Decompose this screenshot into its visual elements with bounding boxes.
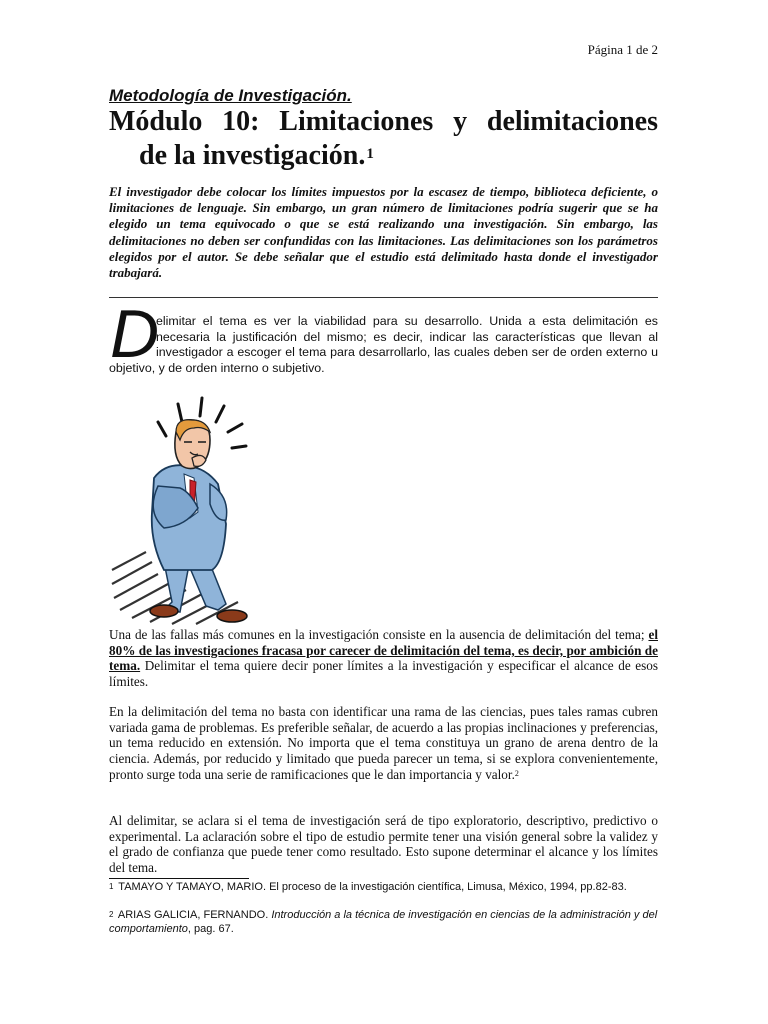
section-divider xyxy=(109,297,658,298)
footnote-book-title: Introducción a la técnica de investigación en ciencias de la administración y del comportamiento xyxy=(109,909,658,935)
footnote-ref-1[interactable]: 1 xyxy=(366,146,374,162)
abstract: El investigador debe colocar los límites impuestos por la escasez de tiempo, biblioteca deficiente, o limitaciones de lenguaje. Sin embargo, un gran número de limitaciones podría sugerir que se ha elegido un tema equivocado o que se está realizando una investigación. Sin embargo, las delimitaciones no deben ser confundidas con las limitaciones. Las delimitaciones son los parámetros elegidos por el autor. Se debe señalar que el estudio está delimitado hasta donde el investigador trabajará. xyxy=(109,184,658,281)
footnote-tail: , pag. 67. xyxy=(187,922,234,935)
module-title-line-2 xyxy=(109,139,658,173)
footnote-2 xyxy=(109,909,658,937)
intro-text: elimitar el tema es ver la viabilidad para su desarrollo. Unida a esta delimitación es necesaria la justificación del mismo; es decir, indicar las características que llevan al investigador a escoger el tema para desarrollarlo, las cuales deben ser de orden externo u objetivo, y de orden interno o subjetivo. xyxy=(109,314,658,375)
title-word: Limitaciones xyxy=(279,106,434,137)
module-title-line-1 xyxy=(109,105,658,139)
footnote-number: 1 xyxy=(109,882,114,891)
drop-cap: D xyxy=(110,296,160,372)
footnote-ref-2[interactable]: 2 xyxy=(514,768,519,778)
title-word: y xyxy=(453,106,468,137)
paragraph-text: Delimitar el tema quiere decir poner límites a la investigación y especificar el alcance de esos límites. xyxy=(109,658,658,690)
paragraph-science-branch xyxy=(109,704,658,783)
page-number: Página 1 de 2 xyxy=(587,42,658,57)
intro-paragraph xyxy=(109,314,658,376)
paragraph-study-type: Al delimitar, se aclara si el tema de investigación será de tipo exploratorio, descriptivo, predictivo o experimental. La aclaración sobre el tipo de estudio permite tener una visión general sobre la validez y el grado de confianza que puede tener como resultado. Esto supone determinar el alcance y los límites del tema. xyxy=(109,813,658,876)
pensive-businessman-icon xyxy=(106,392,256,626)
title-text: de la investigación. xyxy=(139,140,366,171)
footnote-separator xyxy=(109,878,249,879)
footnote-1 xyxy=(109,881,658,895)
module-title xyxy=(109,105,658,173)
pensive-businessman-illustration xyxy=(106,392,256,626)
title-word: 10: xyxy=(222,106,260,137)
title-word: Módulo xyxy=(109,106,203,137)
drop-cap-spacer xyxy=(109,314,156,360)
title-word: delimitaciones xyxy=(486,106,658,137)
course-title: Metodología de Investigación. xyxy=(109,86,352,105)
paragraph-text: Una de las fallas más comunes en la investigación consiste en la ausencia de delimitación del tema; xyxy=(109,627,649,642)
paragraph-text: En la delimitación del tema no basta con identificar una rama de las ciencias, pues tales ramas cubren variada gama de problemas. Es preferible señalar, de acuerdo a las propias inclinaciones y preferencias, un tema reducido en extensión. No importa que el tema constituya un grano de arena dentro de la ciencia. Además, por reducido y limitado que pueda parecer un tema, si se explora convenientemente, pronto surge toda una serie de ramificaciones que le dan importancia y valor. xyxy=(109,704,658,782)
footnote-number: 2 xyxy=(109,910,114,919)
paragraph-delimitation-failure xyxy=(109,627,658,690)
emphasis-text: el 80% de las investigaciones fracasa por carecer de delimitación del tema, es decir, por ambición de tema. xyxy=(109,627,658,674)
footnote-author: ARIAS GALICIA, FERNANDO. xyxy=(115,909,272,921)
footnote-text: TAMAYO Y TAMAYO, MARIO. El proceso de la investigación científica, Limusa, México, 1994, pp.82-83. xyxy=(115,881,627,893)
